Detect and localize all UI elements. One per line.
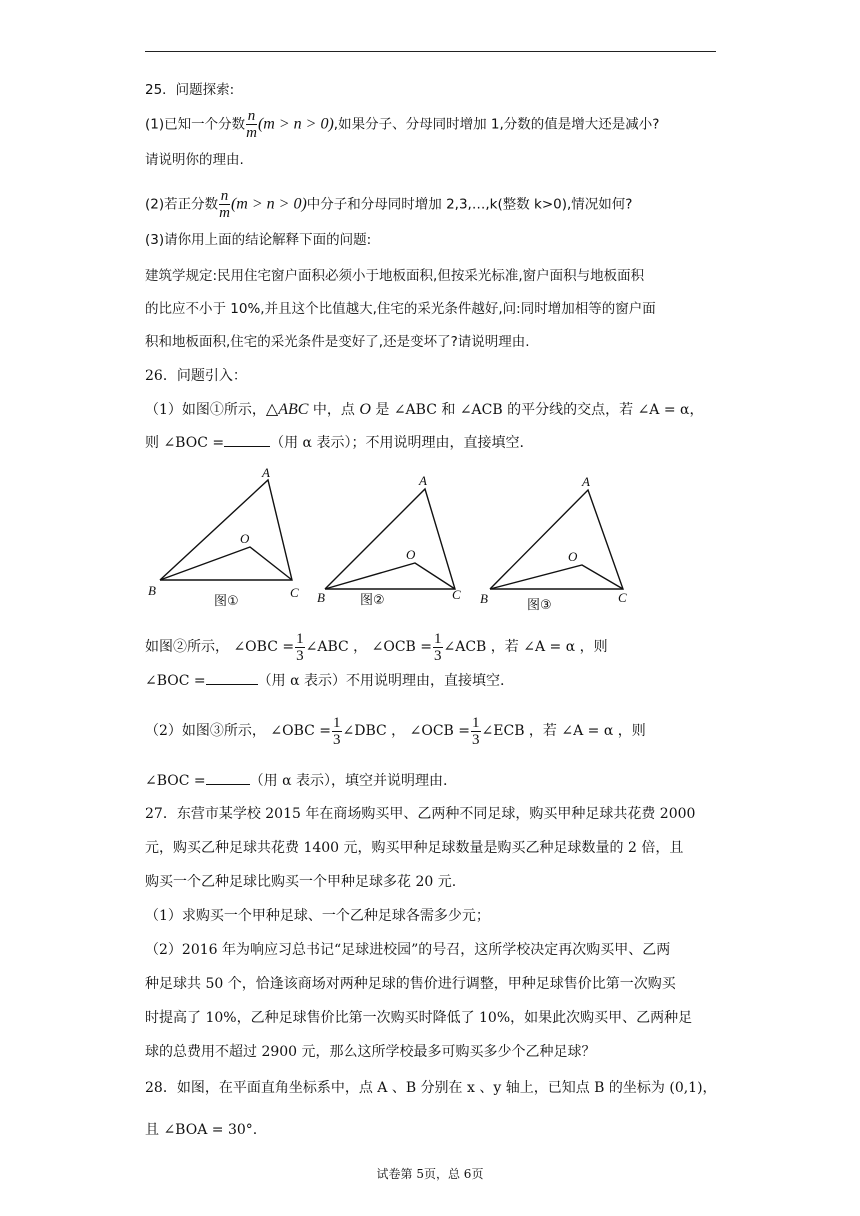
q27-line1: 27．东营市某学校 2015 年在商场购买甲、乙两种不同足球，购买甲种足球共花费 2000 xyxy=(145,806,696,822)
q25-part3: (3)请你用上面的结论解释下面的问题: xyxy=(145,232,372,248)
fraction-numerator: 1 xyxy=(333,714,341,731)
fig1-bisectors xyxy=(160,547,292,580)
q26-fig2-line xyxy=(145,630,608,664)
q26-part1-line1 xyxy=(145,400,704,420)
q27-part2-line1: （2）2016 年为响应习总书记“足球进校园”的号召，这所学校决定再次购买甲、乙两 xyxy=(145,942,671,958)
fraction-n-over-m xyxy=(246,108,257,141)
fraction-denominator: m xyxy=(219,205,230,221)
q25-paragraph-line2: 的比应不小于 10%,并且这个比值越大,住宅的采光条件越好,问:同时增加相等的窗户面 xyxy=(145,301,656,317)
q26-text: ∠ACB ，若 ∠A = α ，则 xyxy=(443,639,608,655)
figure-caption-1: 图① xyxy=(214,594,239,609)
q25-part2-text-a: (2)若正分数 xyxy=(145,196,219,213)
q26-text: （用 α 表示）；不用说明理由，直接填空. xyxy=(270,435,524,451)
fraction-denominator: 3 xyxy=(434,647,442,664)
label-o: O xyxy=(406,547,416,562)
q26-text: 如图②所示， ∠OBC = xyxy=(145,639,295,655)
label-c: C xyxy=(452,587,461,602)
label-b: B xyxy=(480,591,488,606)
figure-caption-2: 图② xyxy=(360,593,385,608)
fraction-numerator: 1 xyxy=(296,630,304,647)
fraction-one-third xyxy=(471,715,481,748)
q27-part2-line3: 时提高了 10%，乙种足球售价比第一次购买时降低了 10%，如果此次购买甲、乙两种足 xyxy=(145,1010,693,1026)
answer-blank xyxy=(224,432,270,447)
q26-fig2-answer-line xyxy=(145,670,504,691)
fraction-one-third xyxy=(295,631,305,664)
q26-text: 是 ∠ABC 和 ∠ACB 的平分线的交点，若 ∠A = α， xyxy=(370,402,704,418)
fraction-denominator: 3 xyxy=(296,647,304,664)
page-footer: 试卷第 5页，总 6页 xyxy=(376,1167,484,1181)
q27-line2: 元，购买乙种足球共花费 1400 元，购买甲种足球数量是购买乙种足球数量的 2 倍，且 xyxy=(145,840,684,856)
label-c: C xyxy=(618,590,627,605)
q26-text: （用 α 表示），填空并说明理由. xyxy=(249,773,448,789)
point-o: O xyxy=(359,401,371,418)
q26-text: （用 α 表示）不用说明理由，直接填空. xyxy=(257,673,505,689)
q26-title: 26．问题引入： xyxy=(145,368,247,384)
header-rule xyxy=(145,51,716,52)
q26-text: （2）如图③所示， ∠OBC = xyxy=(145,723,332,739)
q25-part1 xyxy=(145,108,659,141)
label-o: O xyxy=(240,531,250,546)
q26-text: （1）如图①所示， xyxy=(145,402,266,418)
q25-condition-2: (m > n > 0) xyxy=(230,195,307,213)
fraction-denominator: 3 xyxy=(472,731,480,748)
q26-part2-line xyxy=(145,714,646,748)
fraction-denominator: 3 xyxy=(333,731,341,748)
q26-text: ∠BOC = xyxy=(145,773,206,789)
label-b: B xyxy=(148,583,156,598)
q26-part1-line2 xyxy=(145,432,524,453)
q25-paragraph-line3: 积和地板面积,住宅的采光条件是变好了,还是变坏了?请说明理由. xyxy=(145,334,530,350)
fraction-denominator: m xyxy=(246,125,257,141)
label-a: A xyxy=(262,465,270,480)
q26-text: ∠ABC ， ∠OCB = xyxy=(305,639,432,655)
fraction-n-over-m-2 xyxy=(219,188,230,221)
fig2-trisectors xyxy=(325,563,455,589)
q28-line1: 28．如图，在平面直角坐标系中，点 A 、B 分别在 x 、y 轴上，已知点 B 的坐标为 (0,1)， xyxy=(145,1080,717,1096)
q27-part2-line4: 球的总费用不超过 2900 元，那么这所学校最多可购买多少个乙种足球？ xyxy=(145,1044,596,1060)
q25-paragraph-line1: 建筑学规定:民用住宅窗户面积必须小于地板面积,但按采光标准,窗户面积与地板面积 xyxy=(145,268,645,284)
q25-part2 xyxy=(145,188,632,221)
fraction-one-third xyxy=(433,631,443,664)
q27-part1: （1）求购买一个甲种足球、一个乙种足球各需多少元； xyxy=(145,908,490,924)
q25-part1-line2: 请说明你的理由. xyxy=(145,152,244,168)
q27-line3: 购买一个乙种足球比购买一个甲种足球多花 20 元. xyxy=(145,874,457,890)
label-c: C xyxy=(290,585,299,600)
fraction-numerator: 1 xyxy=(472,714,480,731)
fig3-triangle xyxy=(490,490,623,589)
fraction-numerator: 1 xyxy=(434,630,442,647)
q26-text: 中，点 xyxy=(308,402,360,418)
label-a: A xyxy=(582,474,590,489)
q26-text: ∠ECB ，若 ∠A = α ，则 xyxy=(481,723,646,739)
answer-blank xyxy=(206,770,250,785)
q26-text: 则 ∠BOC = xyxy=(145,435,225,451)
label-b: B xyxy=(317,590,325,605)
triangle-figures xyxy=(140,465,640,615)
q25-part1-text-a: (1)已知一个分数 xyxy=(145,116,246,133)
q25-part2-text-b: 中分子和分母同时增加 2,3,…,k(整数 k>0),情况如何? xyxy=(306,196,633,213)
fig2-triangle xyxy=(325,489,455,589)
answer-blank xyxy=(206,670,258,685)
label-a: A xyxy=(419,473,427,488)
q26-text: ∠BOC = xyxy=(145,673,206,689)
q25-condition: (m > n > 0) xyxy=(257,115,334,133)
q25-part1-text-b: ,如果分子、分母同时增加 1,分数的值是增大还是减小? xyxy=(333,116,660,133)
figure-caption-3: 图③ xyxy=(527,598,552,613)
triangle-abc: △ABC xyxy=(265,401,309,418)
label-o: O xyxy=(568,549,578,564)
q26-part2-answer-line xyxy=(145,770,447,791)
fraction-numerator: n xyxy=(220,188,229,204)
q26-text: ∠DBC ， ∠OCB = xyxy=(342,723,471,739)
q25-title: 25．问题探索: xyxy=(145,82,235,98)
fraction-one-third xyxy=(332,715,342,748)
fraction-numerator: n xyxy=(247,108,256,124)
q28-line2: 且 ∠BOA = 30°. xyxy=(145,1122,258,1138)
q27-part2-line2: 种足球共 50 个，恰逢该商场对两种足球的售价进行调整，甲种足球售价比第一次购买 xyxy=(145,976,676,992)
